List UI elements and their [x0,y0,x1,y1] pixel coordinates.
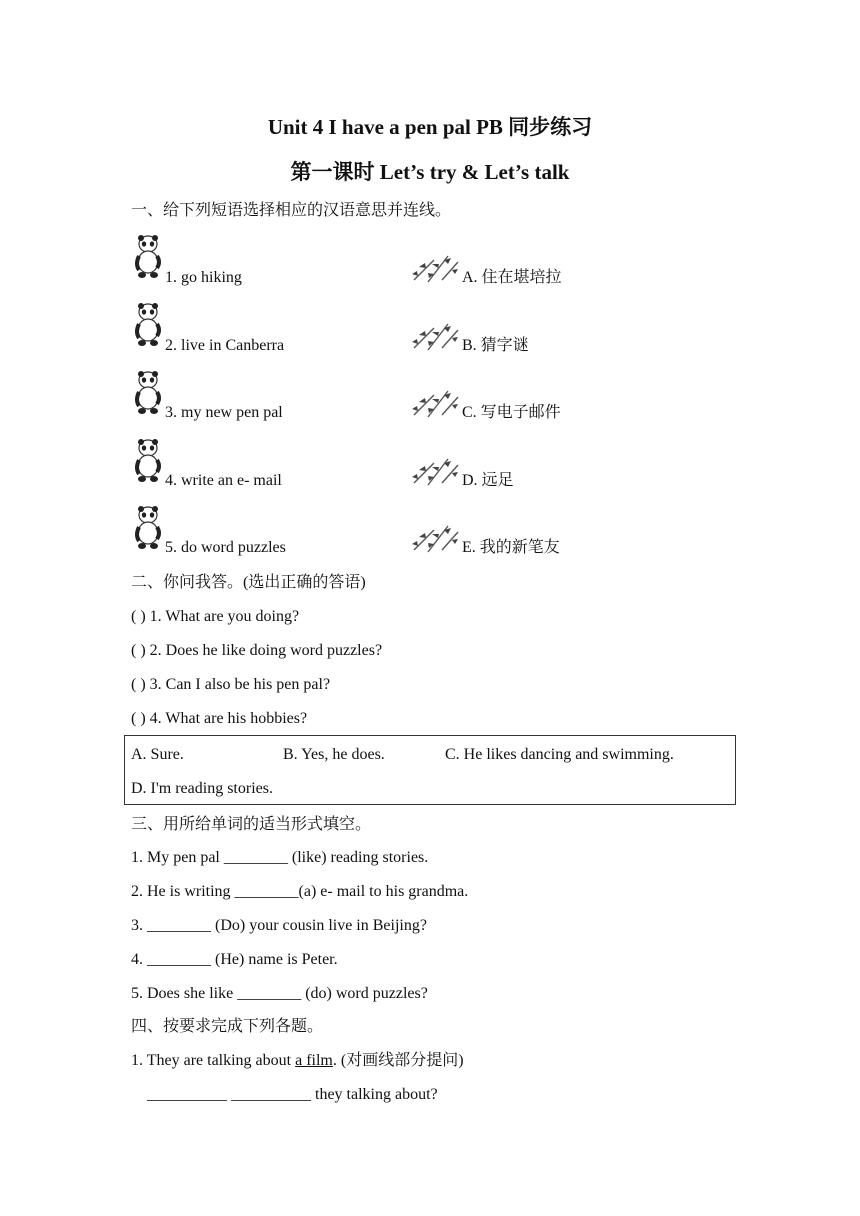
page-title: Unit 4 I have a pen pal PB 同步练习 [267,115,593,139]
fill-item-5: 5. Does she like ________ (do) word puzzles? [131,985,428,1002]
meaning-d: D. 远足 [462,472,514,489]
meaning-b: B. 猜字谜 [462,337,529,354]
fill-item-4: 4. ________ (He) name is Peter. [131,951,338,968]
panda-icon [131,302,165,348]
rewrite-answer-1: __________ __________ they talking about? [147,1086,438,1103]
phrase-1: 1. go hiking [165,269,242,286]
rewrite-q1-suffix: . (对画线部分提问) [332,1052,464,1069]
rewrite-q1-underlined: a film [295,1052,333,1069]
bamboo-icon [408,385,462,421]
panda-icon [131,438,165,484]
fill-item-3: 3. ________ (Do) your cousin live in Beijing? [131,917,427,934]
rewrite-q1-prefix: 1. They are talking about [131,1052,296,1069]
meaning-c: C. 写电子邮件 [462,404,561,421]
bamboo-icon [408,453,462,489]
bamboo-icon [408,250,462,286]
section2-heading: 二、你问我答。(选出正确的答语) [131,574,366,591]
question-3: ( ) 3. Can I also be his pen pal? [131,676,331,693]
panda-icon [131,370,165,416]
question-1: ( ) 1. What are you doing? [131,608,300,625]
section4-heading: 四、按要求完成下列各题。 [131,1018,324,1035]
option-b: B. Yes, he does. [283,746,385,763]
meaning-a: A. 住在堪培拉 [462,269,562,286]
panda-icon [131,505,165,551]
question-4: ( ) 4. What are his hobbies? [131,710,308,727]
option-d: D. I'm reading stories. [131,780,273,797]
option-a: A. Sure. [131,746,184,763]
page-subtitle: 第一课时 Let’s try & Let’s talk [290,160,570,184]
meaning-e: E. 我的新笔友 [462,539,560,556]
bamboo-icon [408,318,462,354]
rewrite-question-1 [131,1051,464,1071]
fill-item-2: 2. He is writing ________(a) e- mail to his grandma. [131,883,469,900]
fill-item-1: 1. My pen pal ________ (like) reading stories. [131,849,429,866]
answer-options-box [124,735,736,805]
panda-icon [131,234,165,280]
option-c: C. He likes dancing and swimming. [445,746,674,763]
phrase-5: 5. do word puzzles [165,539,286,556]
phrase-2: 2. live in Canberra [165,337,285,354]
question-2: ( ) 2. Does he like doing word puzzles? [131,642,383,659]
section1-heading: 一、给下列短语选择相应的汉语意思并连线。 [131,202,452,219]
section3-heading: 三、用所给单词的适当形式填空。 [131,816,372,833]
bamboo-icon [408,520,462,556]
phrase-4: 4. write an e- mail [165,472,282,489]
phrase-3: 3. my new pen pal [165,404,283,421]
